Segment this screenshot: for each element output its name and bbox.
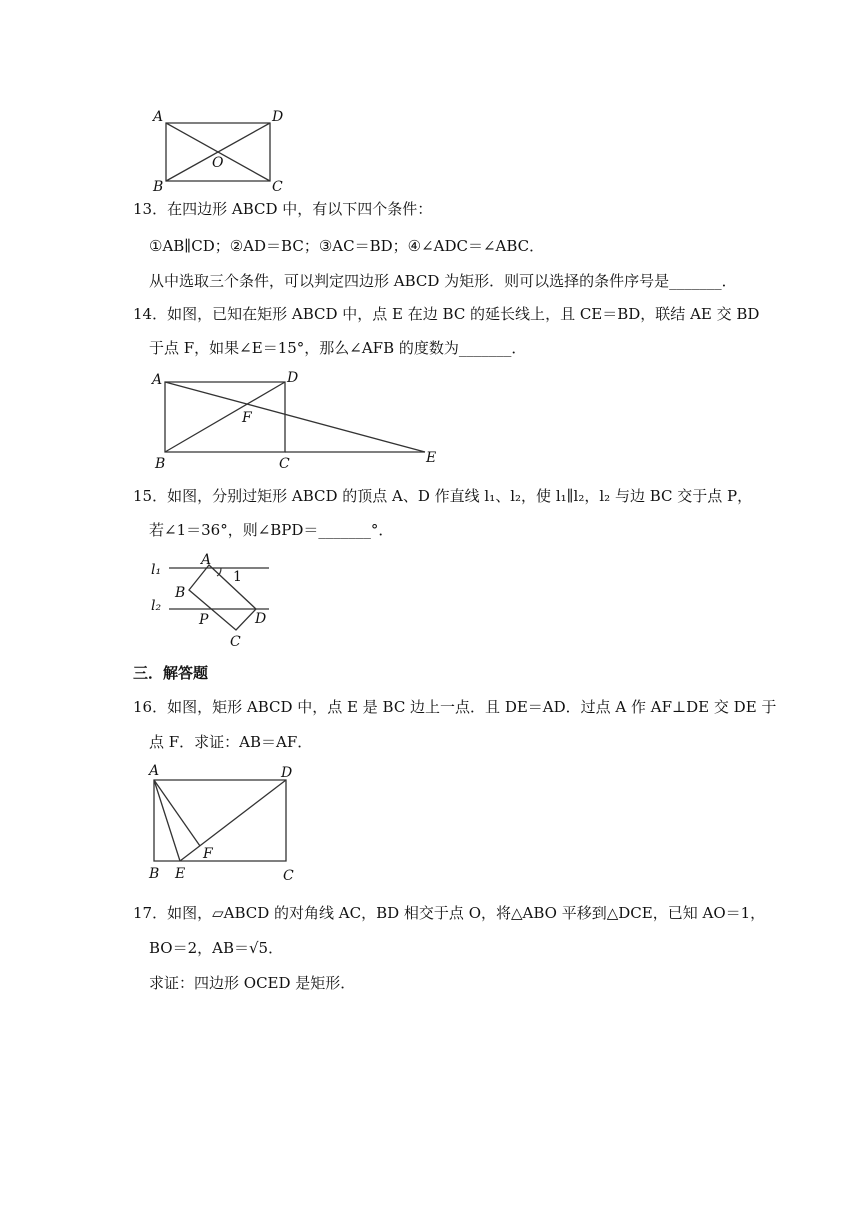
diagonal-bd xyxy=(165,382,285,452)
label-b: B xyxy=(155,456,166,472)
label-c: C xyxy=(230,634,241,650)
label-d: D xyxy=(287,370,299,386)
q13-line1: 13．在四边形 ABCD 中，有以下四个条件： xyxy=(133,200,433,218)
label-e: E xyxy=(426,450,437,466)
label-a: A xyxy=(152,372,163,388)
figure-q16 xyxy=(140,760,305,885)
q16-line1: 16．如图，矩形 ABCD 中，点 E 是 BC 边上一点．且 DE＝AD．过点 A 作 AF⊥DE 交 DE 于 xyxy=(133,698,777,716)
q15-line1: 15．如图，分别过矩形 ABCD 的顶点 A、D 作直线 l₁、l₂，使 l₁∥l₂，l₂ 与边 BC 交于点 P， xyxy=(133,487,753,505)
segment-af xyxy=(154,780,200,846)
label-a: A xyxy=(153,109,164,125)
rectangle-abcd xyxy=(154,780,286,861)
label-angle-1: 1 xyxy=(233,569,242,585)
label-f: F xyxy=(203,846,213,862)
segment-ae xyxy=(165,382,425,452)
label-l1: l₁ xyxy=(151,562,162,578)
label-c: C xyxy=(272,179,283,195)
segment-ae xyxy=(154,780,180,861)
label-d: D xyxy=(255,611,267,627)
label-b: B xyxy=(175,585,186,601)
label-d: D xyxy=(272,109,284,125)
q17-line3: 求证：四边形 OCED 是矩形． xyxy=(149,974,356,992)
label-c: C xyxy=(279,456,290,472)
label-o: O xyxy=(212,155,224,171)
q16-line2: 点 F．求证：AB＝AF． xyxy=(149,733,313,751)
q13-line2: ①AB∥CD；②AD＝BC；③AC＝BD；④∠ADC＝∠ABC． xyxy=(149,237,545,255)
figure-rectangle-abcd-diagonals xyxy=(145,105,295,195)
figure-q15 xyxy=(145,552,280,652)
segment-de xyxy=(180,780,286,861)
label-f: F xyxy=(242,410,252,426)
q15-line2: 若∠1＝36°，则∠BPD＝_______°． xyxy=(149,521,394,539)
figure-q14 xyxy=(145,366,455,471)
q17-line2: BO＝2，AB＝√5． xyxy=(149,939,284,957)
label-b: B xyxy=(149,866,160,882)
label-b: B xyxy=(153,179,164,195)
label-d: D xyxy=(281,765,293,781)
label-e: E xyxy=(175,866,186,882)
label-p: P xyxy=(199,612,209,628)
label-l2: l₂ xyxy=(151,598,162,614)
q14-line1: 14．如图，已知在矩形 ABCD 中，点 E 在边 BC 的延长线上，且 CE＝BD，联结 AE 交 BD xyxy=(133,305,760,323)
q14-line2: 于点 F，如果∠E＝15°，那么∠AFB 的度数为_______． xyxy=(149,339,527,357)
q13-line3: 从中选取三个条件，可以判定四边形 ABCD 为矩形．则可以选择的条件序号是_______． xyxy=(149,272,737,290)
label-a: A xyxy=(201,552,212,568)
label-c: C xyxy=(283,868,294,884)
label-a: A xyxy=(149,763,160,779)
section-title: 三．解答题 xyxy=(133,664,209,682)
q17-line1: 17．如图，▱ABCD 的对角线 AC，BD 相交于点 O，将△ABO 平移到△DCE，已知 AO＝1， xyxy=(133,904,766,922)
